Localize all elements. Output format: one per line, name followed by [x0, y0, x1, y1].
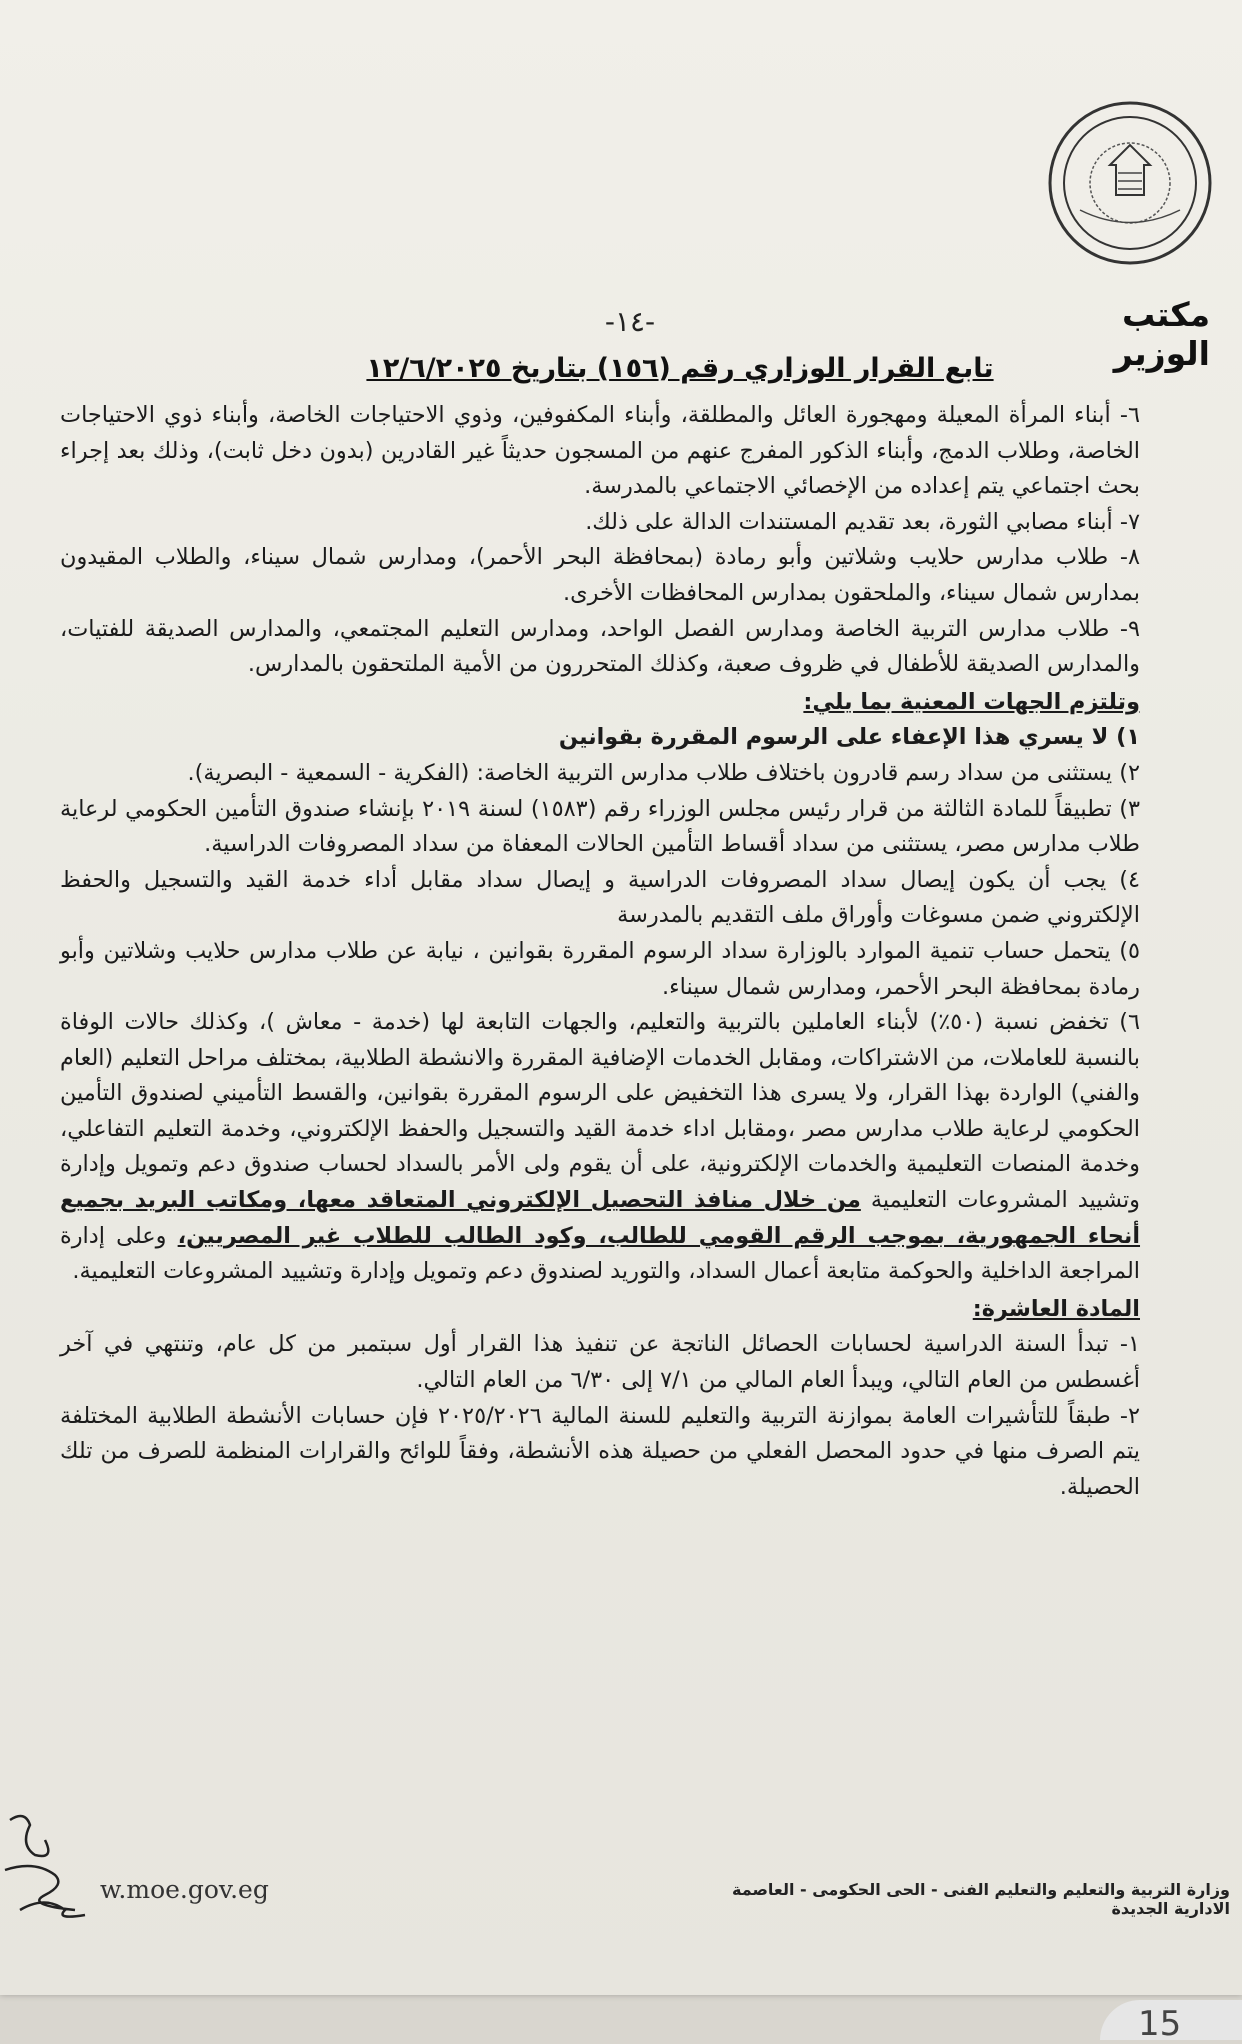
obligation-6-underlined: من خلال منافذ التحصيل الإلكتروني المتعاقد معها، ومكاتب البريد بجميع أنحاء الجمهورية، بموجب الرقم القومي للطالب، وكود الطالب للطلاب غير المصريين، — [60, 1187, 1141, 1249]
page-number: -١٤- — [604, 305, 656, 338]
ministry-address: وزارة التربية والتعليم والتعليم الفنى - الحى الحكومى - العاصمة الادارية الجديدة — [732, 1880, 1230, 1918]
decree-heading: تابع القرار الوزاري رقم (١٥٦) بتاريخ ١٢/٦/٢٠٢٥ — [366, 353, 994, 384]
page-badge — [1100, 2000, 1242, 2044]
list-item: ٨- طلاب مدارس حلايب وشلاتين وأبو رمادة (بمحافظة البحر الأحمر)، ومدارس شمال سيناء، والطلاب المقيدون بمدارس شمال سيناء، والملحقون بمدارس المحافظات الأخرى. — [60, 544, 1140, 606]
article-10-heading: المادة العاشرة: — [972, 1295, 1140, 1322]
obligation-item: ٣) تطبيقاً للمادة الثالثة من قرار رئيس مجلس الوزراء رقم (١٥٨٣) لسنة ٢٠١٩ بإنشاء صندوق التأمين الحكومي لرعاية طلاب مدارس مصر، يستثنى من سداد أقساط التأمين الحالات المعفاة من سداد المصروفات الدراسية. — [60, 795, 1140, 858]
website-url: w.moe.gov.eg — [100, 1875, 269, 1904]
obligation-item: ٥) يتحمل حساب تنمية الموارد بالوزارة سداد الرسوم المقررة بقوانين ، نيابة عن طلاب مدارس حلايب وشلاتين وأبو رمادة بمحافظة البحر الأحمر، ومدارس شمال سيناء. — [60, 937, 1140, 1000]
obligation-6-tail: وعلى إدارة المراجعة الداخلية والحوكمة متابعة أعمال السداد، والتوريد لصندوق دعم وتمويل وإدارة وتشييد المشروعات التعليمية. — [60, 1222, 1140, 1285]
obligation-item: ١) لا يسري هذا الإعفاء على الرسوم المقررة بقوانين — [558, 724, 1140, 751]
obligations-heading: وتلتزم الجهات المعنية بما يلي: — [803, 688, 1140, 715]
article-10-item: ١- تبدأ السنة الدراسية لحسابات الحصائل الناتجة عن تنفيذ هذا القرار أول سبتمبر من كل عام، وتنتهي في آخر أغسطس من العام التالي، ويبدأ العام المالي من ٧/١ إلى ٦/٣٠ من العام التالي. — [60, 1331, 1140, 1394]
list-item: ٩- طلاب مدارس التربية الخاصة ومدارس الفصل الواحد، ومدارس التعليم المجتمعي، والمدارس الصديقة للفتيات، والمدارس الصديقة للأطفال في ظروف صعبة، وكذلك المتحررون من الأمية الملتحقون بالمدارس. — [60, 615, 1140, 678]
list-item: ٧- أبناء مصابي الثورة، بعد تقديم المستندات الدالة على ذلك. — [585, 508, 1140, 535]
page-badge-number: 15 — [1138, 2004, 1182, 2044]
obligation-item: ٤) يجب أن يكون إيصال سداد المصروفات الدراسية و إيصال سداد مقابل أداء خدمة القيد والتسجيل والحفظ الإلكتروني ضمن مسوغات وأوراق ملف التقديم بالمدرسة — [60, 866, 1140, 929]
article-10-item: ٢- طبقاً للتأشيرات العامة بموازنة التربية والتعليم للسنة المالية ٢٠٢٥/٢٠٢٦ فإن حسابات الأنشطة الطلابية المختلفة يتم الصرف منها في حدود المحصل الفعلي من حصيلة هذه الأنشطة، وفقاً للوائح والقرارات المنظمة للصرف من تلك الحصيلة. — [60, 1402, 1140, 1500]
office-label: مكتب الوزير — [1113, 295, 1210, 373]
obligation-item — [60, 1005, 1140, 1290]
ministry-seal-icon — [1040, 95, 1220, 270]
obligation-item: ٢) يستثنى من سداد رسم قادرون باختلاف طلاب مدارس التربية الخاصة: (الفكرية - السمعية - البصرية). — [187, 759, 1140, 786]
obligation-6-text: ٦) تخفض نسبة (٥٠٪) لأبناء العاملين بالتربية والتعليم، والجهات التابعة لها (خدمة - معاش )، وكذلك حالات الوفاة بالنسبة للعاملات، من الاشتراكات، ومقابل الخدمات الإضافية المقررة والانشطة الطلابية، بمختلف مراحل التعليم (العام والفني) الواردة بهذا القرار، ولا يسرى هذا التخفيض على الرسوم المقررة بقوانين، والقسط التأميني لصندوق التأمين الحكومي لرعاية طلاب مدارس مصر ،ومقابل اداء خدمة القيد والتسجيل والحفظ الإلكتروني، وخدمة التعليم التفاعلي، وخدمة المنصات التعليمية والخدمات الإلكترونية، على أن يقوم ولى الأمر بالسداد لحساب صندوق دعم وتمويل وإدارة وتشييد المشروعات التعليمية — [60, 1009, 1140, 1214]
signature-icon — [0, 1800, 100, 1940]
document-body — [60, 398, 1140, 1505]
list-item: ٦- أبناء المرأة المعيلة ومهجورة العائل والمطلقة، وأبناء المكفوفين، وذوي الاحتياجات الخاصة، وأبناء ذوي الاحتياجات الخاصة، وطلاب الدمج، وأبناء الذكور المفرج عنهم من المسجون حديثاً غير القادرين (بدون دخل ثابت)، وذلك بعد إجراء بحث اجتماعي يتم إعداده من الإخصائي الاجتماعي بالمدرسة. — [60, 402, 1140, 500]
